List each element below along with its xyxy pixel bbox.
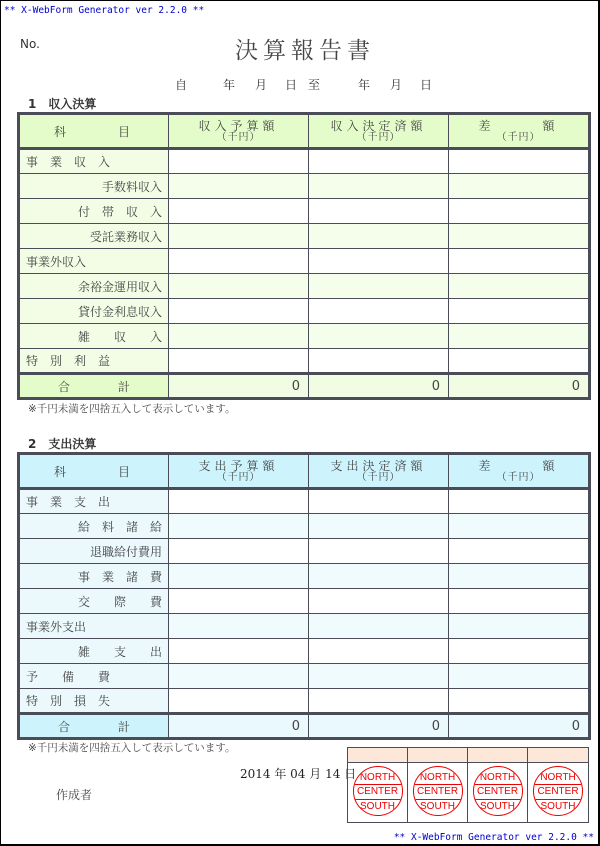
period-to: 至 <box>308 78 321 92</box>
budget-cell[interactable] <box>169 249 309 274</box>
total-difference: 0 <box>449 714 590 739</box>
expense-header-row <box>19 454 590 489</box>
expense-rounding-note: ※千円未満を四捨五入して表示しています。 <box>28 742 236 754</box>
decided-cell[interactable] <box>309 249 449 274</box>
stamp-header-row <box>348 748 589 763</box>
table-row <box>19 689 590 714</box>
difference-cell[interactable] <box>449 589 590 614</box>
row-label: 給 料 諸 給 <box>19 514 169 539</box>
table-row <box>19 349 590 374</box>
column-header-difference: 差 額 （千円） <box>449 114 590 149</box>
stamp-cell[interactable] <box>348 763 408 823</box>
decided-cell[interactable] <box>309 489 449 514</box>
stamp-header-cell <box>528 748 589 763</box>
row-label: 貸付金利息収入 <box>19 299 169 324</box>
decided-cell[interactable] <box>309 224 449 249</box>
decided-cell[interactable] <box>309 324 449 349</box>
table-row <box>19 514 590 539</box>
report-date: 2014 年 04 月 14 日 <box>240 767 357 781</box>
total-row <box>19 374 590 399</box>
budget-cell[interactable] <box>169 299 309 324</box>
difference-cell[interactable] <box>449 224 590 249</box>
column-header-budget: 収入予算額 （千円） <box>169 114 309 149</box>
period-day-from: 日 <box>285 78 298 92</box>
column-header-decided: 支出決定済額 （千円） <box>309 454 449 489</box>
income-header-row <box>19 114 590 149</box>
budget-cell[interactable] <box>169 564 309 589</box>
row-label: 予 備 費 <box>19 664 169 689</box>
total-difference: 0 <box>449 374 590 399</box>
difference-cell[interactable] <box>449 349 590 374</box>
decided-cell[interactable] <box>309 564 449 589</box>
stamp-header-cell <box>408 748 468 763</box>
table-row <box>19 664 590 689</box>
period-month-to: 月 <box>390 78 403 92</box>
column-header-item: 科 目 <box>19 114 169 149</box>
row-label: 事 業 収 入 <box>19 149 169 174</box>
income-rounding-note: ※千円未満を四捨五入して表示しています。 <box>28 403 236 415</box>
decided-cell[interactable] <box>309 174 449 199</box>
difference-cell[interactable] <box>449 539 590 564</box>
column-header-difference: 差 額 （千円） <box>449 454 590 489</box>
table-row <box>19 174 590 199</box>
column-header-decided: 収入決定済額 （千円） <box>309 114 449 149</box>
table-row <box>19 224 590 249</box>
decided-cell[interactable] <box>309 539 449 564</box>
row-label: 雑 収 入 <box>19 324 169 349</box>
period-year-to: 年 <box>358 78 371 92</box>
total-budget: 0 <box>169 374 309 399</box>
total-budget: 0 <box>169 714 309 739</box>
table-row <box>19 489 590 514</box>
seal-stamp-icon: NORTH CENTER SOUTH <box>413 766 463 816</box>
difference-cell[interactable] <box>449 174 590 199</box>
row-label: 余裕金運用収入 <box>19 274 169 299</box>
row-label: 特 別 損 失 <box>19 689 169 714</box>
difference-cell[interactable] <box>449 689 590 714</box>
row-label: 事 業 支 出 <box>19 489 169 514</box>
row-label: 交 際 費 <box>19 589 169 614</box>
total-row <box>19 714 590 739</box>
column-header-budget: 支出予算額 （千円） <box>169 454 309 489</box>
stamp-body-row <box>348 763 589 823</box>
table-row <box>19 539 590 564</box>
row-label: 退職給付費用 <box>19 539 169 564</box>
budget-cell[interactable] <box>169 664 309 689</box>
column-header-item: 科 目 <box>19 454 169 489</box>
total-decided: 0 <box>309 374 449 399</box>
period-month-from: 月 <box>255 78 268 92</box>
budget-cell[interactable] <box>169 539 309 564</box>
difference-cell[interactable] <box>449 324 590 349</box>
document-number-label: No. <box>20 37 40 51</box>
seal-stamp-icon: NORTH CENTER SOUTH <box>473 766 523 816</box>
period-day-to: 日 <box>420 78 433 92</box>
generator-banner-bottom: ** X-WebForm Generator ver 2.2.0 ** <box>393 832 594 843</box>
table-row <box>19 589 590 614</box>
difference-cell[interactable] <box>449 274 590 299</box>
budget-cell[interactable] <box>169 689 309 714</box>
difference-cell[interactable] <box>449 564 590 589</box>
table-row <box>19 199 590 224</box>
difference-cell[interactable] <box>449 149 590 174</box>
row-label: 事業外収入 <box>19 249 169 274</box>
budget-cell[interactable] <box>169 514 309 539</box>
difference-cell[interactable] <box>449 614 590 639</box>
period-year-from: 年 <box>223 78 236 92</box>
table-row <box>19 614 590 639</box>
total-decided: 0 <box>309 714 449 739</box>
difference-cell[interactable] <box>449 514 590 539</box>
budget-cell[interactable] <box>169 324 309 349</box>
decided-cell[interactable] <box>309 274 449 299</box>
stamp-cell[interactable] <box>468 763 528 823</box>
budget-cell[interactable] <box>169 224 309 249</box>
expense-section-title: 2 支出決算 <box>28 437 97 451</box>
author-label: 作成者 <box>56 788 93 802</box>
stamp-header-cell <box>468 748 528 763</box>
table-row <box>19 249 590 274</box>
budget-cell[interactable] <box>169 274 309 299</box>
decided-cell[interactable] <box>309 589 449 614</box>
approval-stamp-table <box>347 747 589 823</box>
row-label: 付 帯 収 入 <box>19 199 169 224</box>
difference-cell[interactable] <box>449 489 590 514</box>
row-label: 受託業務収入 <box>19 224 169 249</box>
decided-cell[interactable] <box>309 689 449 714</box>
budget-cell[interactable] <box>169 489 309 514</box>
page-title: 決算報告書 <box>235 38 375 64</box>
decided-cell[interactable] <box>309 199 449 224</box>
total-label: 合 計 <box>19 714 169 739</box>
decided-cell[interactable] <box>309 664 449 689</box>
row-label: 手数料収入 <box>19 174 169 199</box>
expense-table <box>17 452 591 740</box>
seal-stamp-icon: NORTH CENTER SOUTH <box>533 766 583 816</box>
row-label: 事 業 諸 費 <box>19 564 169 589</box>
income-section-title: 1 収入決算 <box>28 97 97 111</box>
difference-cell[interactable] <box>449 249 590 274</box>
decided-cell[interactable] <box>309 149 449 174</box>
stamp-header-cell <box>348 748 408 763</box>
row-label: 特 別 利 益 <box>19 349 169 374</box>
stamp-cell[interactable] <box>408 763 468 823</box>
decided-cell[interactable] <box>309 299 449 324</box>
difference-cell[interactable] <box>449 639 590 664</box>
decided-cell[interactable] <box>309 514 449 539</box>
row-label: 雑 支 出 <box>19 639 169 664</box>
stamp-cell[interactable] <box>528 763 589 823</box>
difference-cell[interactable] <box>449 299 590 324</box>
budget-cell[interactable] <box>169 174 309 199</box>
seal-stamp-icon: NORTH CENTER SOUTH <box>353 766 403 816</box>
difference-cell[interactable] <box>449 199 590 224</box>
table-row <box>19 564 590 589</box>
table-row <box>19 149 590 174</box>
table-row <box>19 639 590 664</box>
decided-cell[interactable] <box>309 639 449 664</box>
budget-cell[interactable] <box>169 614 309 639</box>
table-row <box>19 274 590 299</box>
row-label: 事業外支出 <box>19 614 169 639</box>
income-table <box>17 112 591 400</box>
period-from: 自 <box>175 78 188 92</box>
decided-cell[interactable] <box>309 614 449 639</box>
difference-cell[interactable] <box>449 664 590 689</box>
budget-cell[interactable] <box>169 639 309 664</box>
budget-cell[interactable] <box>169 349 309 374</box>
table-row <box>19 324 590 349</box>
budget-cell[interactable] <box>169 199 309 224</box>
table-row <box>19 299 590 324</box>
budget-cell[interactable] <box>169 149 309 174</box>
budget-cell[interactable] <box>169 589 309 614</box>
generator-banner-top: ** X-WebForm Generator ver 2.2.0 ** <box>4 5 205 16</box>
total-label: 合 計 <box>19 374 169 399</box>
decided-cell[interactable] <box>309 349 449 374</box>
